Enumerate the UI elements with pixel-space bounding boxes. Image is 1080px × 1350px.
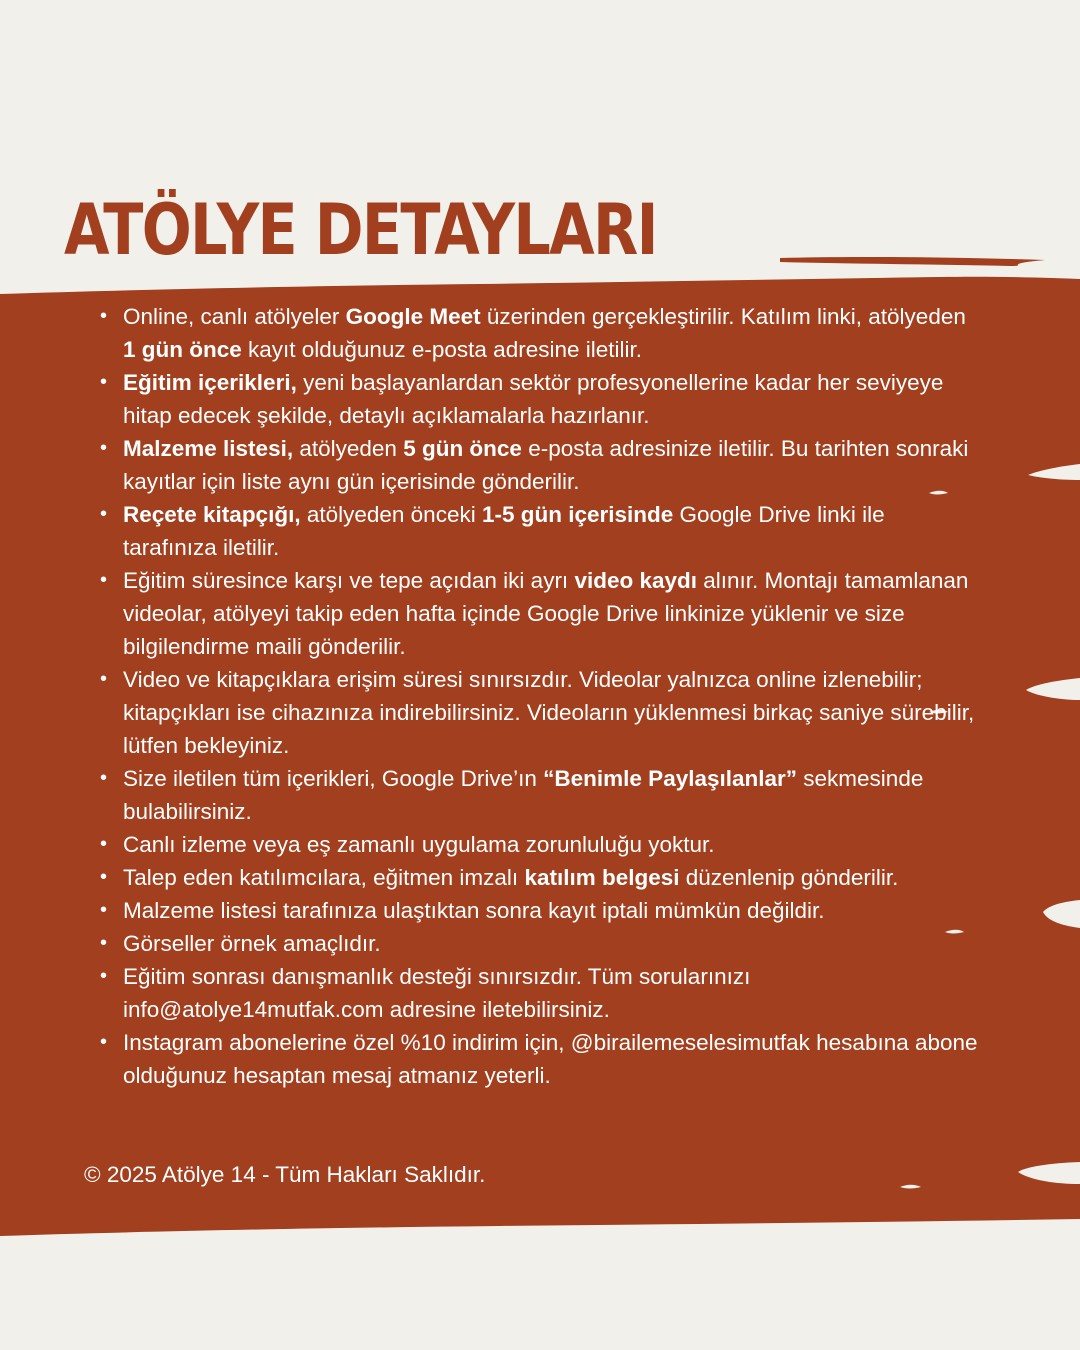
- emphasis-text: katılım belgesi: [524, 865, 680, 890]
- list-item: • Talep eden katılımcılara, eğitmen imzalı katılım belgesi düzenlenip gönderilir.: [100, 861, 980, 894]
- copyright-footer: © 2025 Atölye 14 - Tüm Hakları Saklıdır.: [84, 1162, 486, 1187]
- list-item: • Reçete kitapçığı, atölyeden önceki 1-5 gün içerisinde Google Drive linki ile tarafınıza iletilir.: [100, 498, 980, 564]
- list-item: • Malzeme listesi tarafınıza ulaştıktan sonra kayıt iptali mümkün değildir.: [100, 894, 980, 927]
- page-title: ATÖLYE DETAYLARI: [64, 189, 657, 271]
- emphasis-text: Reçete kitapçığı,: [123, 502, 301, 527]
- emphasis-text: 1 gün önce: [123, 337, 242, 362]
- list-item: • Size iletilen tüm içerikleri, Google Drive’ın “Benimle Paylaşılanlar” sekmesinde bulabilirsiniz.: [100, 762, 980, 828]
- emphasis-text: Eğitim içerikleri,: [123, 370, 297, 395]
- list-item: • Eğitim sonrası danışmanlık desteği sınırsızdır. Tüm sorularınızı info@atolye14mutfak.com adresine iletebilirsiniz.: [100, 960, 980, 1026]
- emphasis-text: Google Meet: [345, 304, 481, 329]
- list-item: • Video ve kitapçıklara erişim süresi sınırsızdır. Videolar yalnızca online izlenebilir; kitapçıkları ise cihazınıza indirebilirsiniz. Videoların yüklenmesi birkaç saniye sürebilir, lütfen bekleyiniz.: [100, 663, 980, 762]
- emphasis-text: 5 gün önce: [403, 436, 522, 461]
- list-item: • Instagram abonelerine özel %10 indirim için, @birailemeselesimutfak hesabına abone olduğunuz hesaptan mesaj atmanız yeterli.: [100, 1026, 980, 1092]
- emphasis-text: 1-5 gün içerisinde: [481, 502, 674, 527]
- emphasis-text: “Benimle Paylaşılanlar”: [543, 766, 798, 791]
- list-item: • Canlı izleme veya eş zamanlı uygulama zorunluluğu yoktur.: [100, 828, 980, 861]
- list-item: • Online, canlı atölyeler Google Meet üzerinden gerçekleştirilir. Katılım linki, atölyeden 1 gün önce kayıt olduğunuz e-posta adresine iletilir.: [100, 300, 980, 366]
- list-item: • Görseller örnek amaçlıdır.: [100, 927, 980, 960]
- emphasis-text: video kaydı: [574, 568, 698, 593]
- list-item: • Malzeme listesi, atölyeden 5 gün önce e-posta adresinize iletilir. Bu tarihten sonraki kayıtlar için liste aynı gün içerisinde gönderilir.: [100, 432, 980, 498]
- list-item: • Eğitim içerikleri, yeni başlayanlardan sektör profesyonellerine kadar her seviyeye hitap edecek şekilde, detaylı açıklamalarla hazırlanır.: [100, 366, 980, 432]
- details-content: [100, 300, 980, 1092]
- emphasis-text: Malzeme listesi,: [123, 436, 294, 461]
- details-list: [100, 300, 980, 1092]
- list-item: • Eğitim süresince karşı ve tepe açıdan iki ayrı video kaydı alınır. Montajı tamamlanan videolar, atölyeyi takip eden hafta içinde Google Drive linkinize yüklenir ve size bilgilendirme maili gönderilir.: [100, 564, 980, 663]
